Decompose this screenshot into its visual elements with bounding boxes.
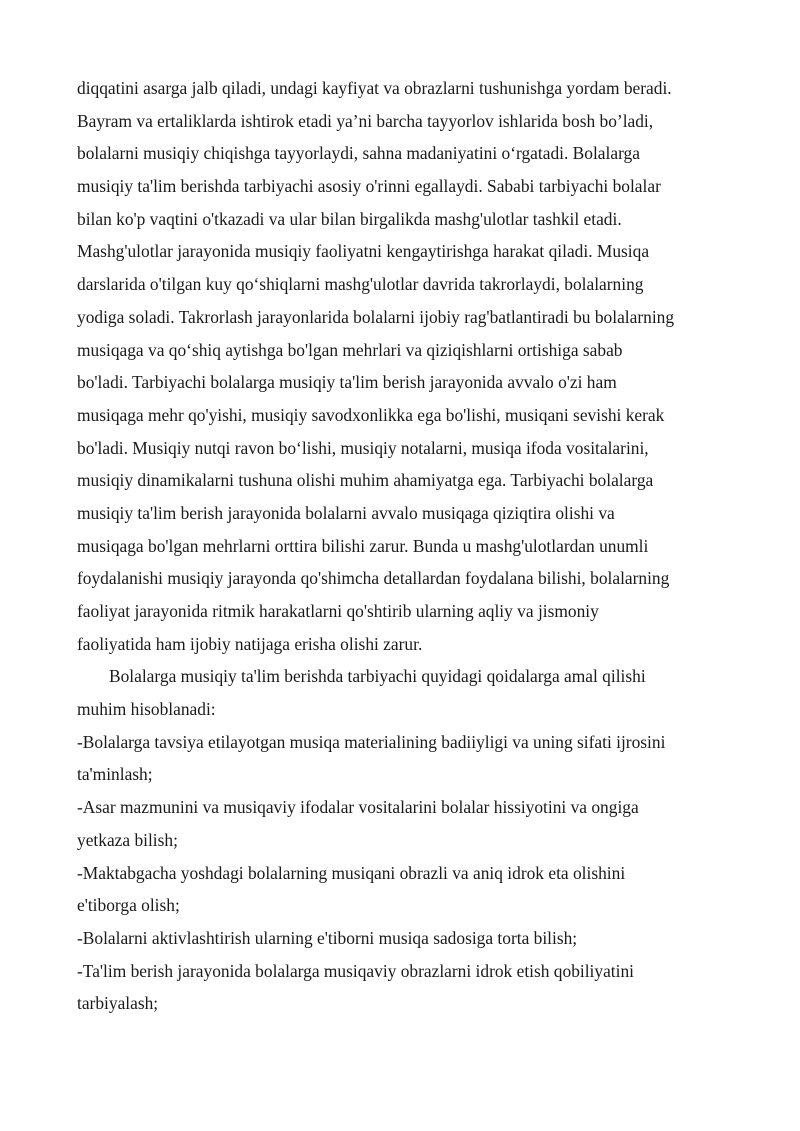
list-item-line: yetkaza bilish; bbox=[77, 829, 178, 850]
list-item-line: -Maktabgacha yoshdagi bolalarning musiqani obrazli va aniq idrok eta olishini bbox=[77, 862, 626, 883]
document-page bbox=[77, 72, 737, 1020]
text-line: bo'ladi. Tarbiyachi bolalarga musiqiy ta'lim berish jarayonida avvalo o'zi ham bbox=[77, 372, 617, 393]
text-line: musiqaga mehr qo'yishi, musiqiy savodxonlikka ega bo'lishi, musiqani sevishi kerak bbox=[77, 404, 665, 425]
text-line: foydalanishi musiqiy jarayonda qo'shimcha detallardan foydalana bilishi, bolalarning bbox=[77, 568, 670, 589]
text-line: musiqiy ta'lim berish jarayonida bolalarni avvalo musiqaga qiziqtira olishi va bbox=[77, 502, 615, 523]
text-line: musiqiy dinamikalarni tushuna olishi muhim ahamiyatga ega. Tarbiyachi bolalarga bbox=[77, 470, 654, 491]
text-line: bilan ko'p vaqtini o'tkazadi va ular bilan birgalikda mashg'ulotlar tashkil etadi. bbox=[77, 208, 622, 229]
text-line: Bolalarga musiqiy ta'lim berishda tarbiyachi quyidagi qoidalarga amal qilishi bbox=[109, 666, 646, 687]
text-line: musiqaga va qo‘shiq aytishga bo'lgan mehrlari va qiziqishlarni ortishiga sabab bbox=[77, 339, 623, 360]
list-item-line: -Bolalarga tavsiya etilayotgan musiqa materialining badiiyligi va uning sifati ijrosini bbox=[77, 731, 666, 752]
list-item bbox=[77, 857, 737, 922]
list-item-line: ta'minlash; bbox=[77, 764, 153, 785]
list-item bbox=[77, 922, 737, 955]
list-item-line: -Ta'lim berish jarayonida bolalarga musiqaviy obrazlarni idrok etish qobiliyatini bbox=[77, 960, 634, 981]
text-line: bo'ladi. Musiqiy nutqi ravon bo‘lishi, musiqiy notalarni, musiqa ifoda vositalarini, bbox=[77, 437, 649, 458]
list-item bbox=[77, 955, 737, 1020]
text-line: bolalarni musiqiy chiqishga tayyorlaydi, sahna madaniyatini o‘rgatadi. Bolalarga bbox=[77, 143, 640, 164]
paragraph-2 bbox=[77, 660, 737, 725]
text-line: Mashg'ulotlar jarayonida musiqiy faoliyatni kengaytirishga harakat qiladi. Musiqa bbox=[77, 241, 650, 262]
list-item-line: e'tiborga olish; bbox=[77, 895, 180, 916]
list-item bbox=[77, 791, 737, 856]
list-item-line: tarbiyalash; bbox=[77, 993, 159, 1014]
list-item-line: -Bolalarni aktivlashtirish ularning e'tiborni musiqa sadosiga torta bilish; bbox=[77, 927, 578, 948]
text-line: musiqiy ta'lim berishda tarbiyachi asosiy o'rinni egallaydi. Sababi tarbiyachi bolalar bbox=[77, 176, 661, 197]
text-line: faoliyatida ham ijobiy natijaga erisha olishi zarur. bbox=[77, 633, 423, 654]
text-line: muhim hisoblanadi: bbox=[77, 699, 216, 720]
list-item-line: -Asar mazmunini va musiqaviy ifodalar vositalarini bolalar hissiyotini va ongiga bbox=[77, 797, 639, 818]
rules-list bbox=[77, 726, 737, 1020]
text-line: faoliyat jarayonida ritmik harakatlarni qo'shtirib ularning aqliy va jismoniy bbox=[77, 601, 599, 621]
text-line: darslarida o'tilgan kuy qo‘shiqlarni mashg'ulotlar davrida takrorlaydi, bolalarning bbox=[77, 274, 644, 295]
text-line: diqqatini asarga jalb qiladi, undagi kayfiyat va obrazlarni tushunishga yordam beradi. bbox=[77, 78, 672, 98]
paragraph-1 bbox=[77, 72, 737, 660]
text-line: yodiga soladi. Takrorlash jarayonlarida bolalarni ijobiy rag'batlantiradi bu bolalarning bbox=[77, 306, 675, 327]
list-item bbox=[77, 726, 737, 791]
text-line: Bayram va ertaliklarda ishtirok etadi ya’ni barcha tayyorlov ishlarida bosh bo’ladi, bbox=[77, 110, 654, 131]
text-line: musiqaga bo'lgan mehrlarni orttira bilishi zarur. Bunda u mashg'ulotlardan unumli bbox=[77, 535, 649, 556]
